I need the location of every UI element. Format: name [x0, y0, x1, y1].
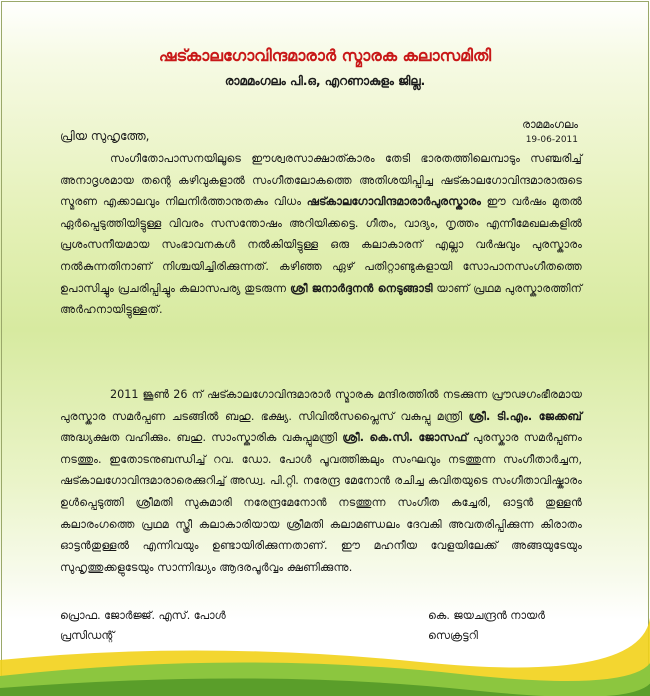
presenter-name: ശ്രീ. കെ.സി. ജോസഫ് [342, 431, 468, 445]
secretary-title: സെക്രട്ടറി [428, 629, 478, 642]
paragraph-ceremony-details [60, 384, 582, 578]
president-title: പ്രസിഡന്റ് [60, 629, 115, 642]
letter-place: രാമമംഗലം [522, 118, 578, 131]
awardee-name: ശ്രീ ജനാർദ്ദനൻ നെടുങ്ങാടി [290, 281, 433, 295]
society-title: ഷട്കാലഗോവിന്ദമാരാർ സ്മാരക കലാസമിതി [158, 46, 492, 65]
text-run: അദ്ധ്യക്ഷത വഹിക്കും. ബഹു. സാംസ്കാരിക വകുപ്പുമന്ത്രി [60, 431, 338, 445]
salutation: പ്രിയ സുഹൃത്തേ, [60, 129, 150, 143]
society-address: രാമമംഗലം പി.ഒ, എറണാകുളം ജില്ല. [224, 74, 426, 88]
text-run: ഈ വർഷം മുതൽ ഏർപ്പെടുത്തിയിട്ടുള്ള വിവരം സസന്തോഷം അറിയിക്കട്ടെ. ഗീതം, വാദ്യം, നൃത്തം എന്നീമേഖലകളിൽ പ്രശംസനീയമായ സംഭാവനകൾ നൽകിയിട്ടുള്ള ഒരു കലാകാരന് എല്ലാ വർഷവും പുരസ്കാരം നൽകുന്നതിനാണ് നിശ്ചയിച്ചിരിക്കുന്നത്. കഴിഞ്ഞ ഏഴ് പതിറ്റാണ്ടുകളായി സോപാനസംഗീതത്തെ ഉപാസിച്ചും പ്രചരിപ്പിച്ചും കലാസപര്യ തുടരുന്ന [60, 195, 582, 295]
signature-secretary [428, 606, 545, 646]
text-run: 2011 ജൂൺ 26 ന് ഷട്കാലഗോവിന്ദമാരാർ സ്മാരക മന്ദിരത്തിൽ നടക്കുന്ന പ്രൗഢഗംഭീരമായ പുരസ്കാര സമർപ്പണ ചടങ്ങിൽ ബഹു. ഭക്ഷ്യ. സിവിൽസപ്ലൈസ് വകുപ്പു മന്ത്രി [60, 388, 582, 423]
chief-guest-name: ശ്രീ. ടി.എം. ജേക്കബ് [468, 409, 583, 423]
president-name: പ്രൊഫ. ജോർജ്ജ്. എസ്. പോൾ [60, 609, 226, 622]
secretary-name: കെ. ജയചന്ദ്രൻ നായർ [428, 609, 546, 622]
text-run: യാണ് പ്രഥമ പുരസ്കാരത്തിന് അർഹനായിട്ടുള്ളത്. [60, 281, 582, 317]
text-run: സംഗീതോപാസനയിലൂടെ ഈശ്വരസാക്ഷാത്കാരം തേടി ഭാരതത്തിലെമ്പാടും സഞ്ചരിച്ച് അനാദൃശമായ തന്റെ കഴിവുകളാൽ സംഗീതലോകത്തെ അതിശയിപ്പിച്ച ഷട്കാലഗോവിന്ദമാരാരുടെ സ്മരണ എക്കാലവും നിലനിർത്താനുതകും വിധം [60, 152, 582, 209]
letter-date: 19-06-2011 [525, 135, 578, 145]
text-run: പുരസ്കാര സമർപ്പണം നടത്തും. ഇതോടനുബന്ധിച്ച് റവ. ഡോ. പോൾ പൂവത്തിങ്കലും സംഘവും നടത്തുന്ന സംഗീതാർച്ചന, ഷട്കാലഗോവിന്ദമാരാരെക്കുറിച്ച് അഡ്വ. പി.റ്റി. നരേന്ദ്ര മേനോൻ രചിച്ച കവിതയുടെ സംഗീതാവിഷ്കാരം ഉൾപ്പെടുത്തി ശ്രീമതി സുകുമാരി നരേന്ദ്രമേനോൻ നടത്തുന്ന സംഗീത കച്ചേരി, ഓട്ടൻ തുള്ളൻ കലാരംഗത്തെ പ്രഥമ സ്ത്രീ കലാകാരിയായ ശ്രീമതി കലാമണ്ഡലം ദേവകി അവതരിപ്പിക്കുന്ന കിരാതം ഓട്ടൻതുള്ളൽ എന്നിവയും ഉണ്ടായിരിക്കുന്നതാണ്. ഈ മഹനീയ വേളയിലേക്ക് അങ്ങയുടേയും സുഹൃത്തുക്കളുടേയും സാന്നിദ്ധ്യം ആദരപൂർവ്വം ക്ഷണിക്കുന്നു. [60, 431, 582, 574]
signature-president [60, 606, 226, 646]
award-name: ഷട്കാലഗോവിന്ദമാരാർപുരസ്കാരം [306, 195, 481, 209]
paragraph-award-announcement [60, 148, 582, 321]
